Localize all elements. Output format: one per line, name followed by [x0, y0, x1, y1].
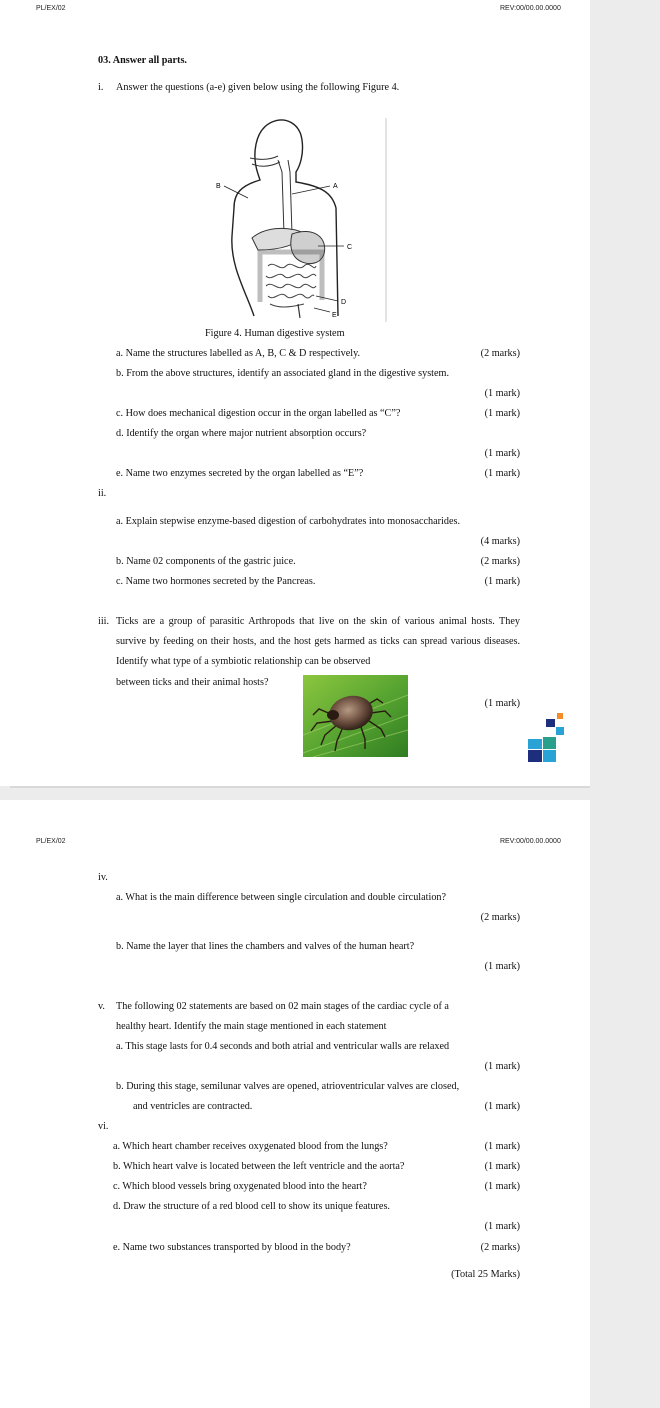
logo-square — [546, 719, 555, 727]
q-ii-c-marks: (1 mark) — [484, 576, 520, 587]
q-v-a-marks: (1 mark) — [484, 1061, 520, 1072]
q-v-b-marks: (1 mark) — [484, 1101, 520, 1112]
figure-caption: Figure 4. Human digestive system — [205, 328, 345, 339]
q-i-b: b. From the above structures, identify an associated gland in the digestive system. — [116, 368, 449, 379]
exam-page-2 — [0, 800, 590, 1408]
logo-square — [556, 727, 564, 735]
page-separator — [10, 786, 590, 788]
part-iii-number: iii. — [98, 616, 110, 627]
tick-photo — [303, 675, 408, 757]
q-iv-b: b. Name the layer that lines the chambers and valves of the human heart? — [116, 941, 415, 952]
header-revision: REV:00/00.00.0000 — [500, 5, 561, 12]
q-ii-b-marks: (2 marks) — [480, 556, 520, 567]
q-ii-a: a. Explain stepwise enzyme-based digestion of carbohydrates into monosaccharides. — [116, 516, 461, 527]
q-vi-d: d. Draw the structure of a red blood cell to show its unique features. — [113, 1201, 390, 1212]
logo-square — [543, 737, 556, 749]
q-vi-e: e. Name two substances transported by blood in the body? — [113, 1242, 351, 1253]
q-i-b-marks: (1 mark) — [484, 388, 520, 399]
q-vi-b: b. Which heart valve is located between the left ventricle and the aorta? — [113, 1161, 405, 1172]
q-ii-c: c. Name two hormones secreted by the Pancreas. — [116, 576, 316, 587]
q-vi-a-marks: (1 mark) — [484, 1141, 520, 1152]
q-i-e: e. Name two enzymes secreted by the organ labelled as “E”? — [116, 468, 364, 479]
q-iv-a-marks: (2 marks) — [480, 912, 520, 923]
logo-square — [528, 739, 542, 749]
part-i-instruction: Answer the questions (a-e) given below using the following Figure 4. — [116, 82, 400, 93]
q-v-a: a. This stage lasts for 0.4 seconds and both atrial and ventricular walls are relaxed — [116, 1041, 450, 1052]
part-ii-number: ii. — [98, 488, 107, 499]
label-c: C — [347, 244, 353, 251]
question-title: 03. Answer all parts. — [98, 55, 187, 66]
q-i-c-marks: (1 mark) — [484, 408, 520, 419]
exam-page-1 — [0, 0, 590, 786]
part-i-number: i. — [98, 82, 104, 93]
q-vi-c: c. Which blood vessels bring oxygenated blood into the heart? — [113, 1181, 367, 1192]
q-ii-a-marks: (4 marks) — [480, 536, 520, 547]
q-i-c: c. How does mechanical digestion occur in the organ labelled as “C”? — [116, 408, 401, 419]
label-d: D — [341, 299, 347, 306]
q-iii-text: Ticks are a group of parasitic Arthropods that live on the skin of various animal hosts. They survive by feeding on their hosts, and the host gets harmed as ticks can spread various diseases. Identify what type of a symbiotic relationship can be observed — [116, 616, 520, 667]
q-iii-last-line: between ticks and their animal hosts? — [116, 677, 269, 688]
q-vi-c-marks: (1 mark) — [484, 1181, 520, 1192]
label-b: B — [216, 183, 221, 190]
q-vi-a: a. Which heart chamber receives oxygenated blood from the lungs? — [113, 1141, 388, 1152]
q-i-d-marks: (1 mark) — [484, 448, 520, 459]
q-vi-b-marks: (1 mark) — [484, 1161, 520, 1172]
q-v-text-line2: healthy heart. Identify the main stage mentioned in each statement — [116, 1021, 387, 1032]
header-code: PL/EX/02 — [36, 838, 66, 845]
q-v-b-line1: b. During this stage, semilunar valves are opened, atrioventricular valves are closed, — [116, 1081, 460, 1092]
part-v-number: v. — [98, 1001, 105, 1012]
q-ii-b: b. Name 02 components of the gastric juice. — [116, 556, 296, 567]
logo-square — [543, 750, 556, 762]
q-i-a: a. Name the structures labelled as A, B, C & D respectively. — [116, 348, 361, 359]
digestive-system-figure — [210, 116, 390, 324]
q-v-text-line1: The following 02 statements are based on 02 main stages of the cardiac cycle of a — [116, 1001, 449, 1012]
header-revision: REV:00/00.00.0000 — [500, 838, 561, 845]
q-iv-a: a. What is the main difference between single circulation and double circulation? — [116, 892, 447, 903]
q-iii-marks: (1 mark) — [484, 698, 520, 709]
q-i-d: d. Identify the organ where major nutrient absorption occurs? — [116, 428, 367, 439]
total-marks: (Total 25 Marks) — [451, 1269, 520, 1280]
q-vi-d-marks: (1 mark) — [484, 1221, 520, 1232]
label-a: A — [333, 183, 338, 190]
q-i-a-marks: (2 marks) — [480, 348, 520, 359]
q-v-b-line2: and ventricles are contracted. — [133, 1101, 253, 1112]
q-iv-b-marks: (1 mark) — [484, 961, 520, 972]
label-e: E — [332, 312, 337, 319]
q-i-e-marks: (1 mark) — [484, 468, 520, 479]
q-vi-e-marks: (2 marks) — [480, 1242, 520, 1253]
logo-square — [557, 713, 563, 719]
part-iv-number: iv. — [98, 872, 108, 883]
part-vi-number: vi. — [98, 1121, 109, 1132]
logo-square — [528, 750, 542, 762]
header-code: PL/EX/02 — [36, 5, 66, 12]
